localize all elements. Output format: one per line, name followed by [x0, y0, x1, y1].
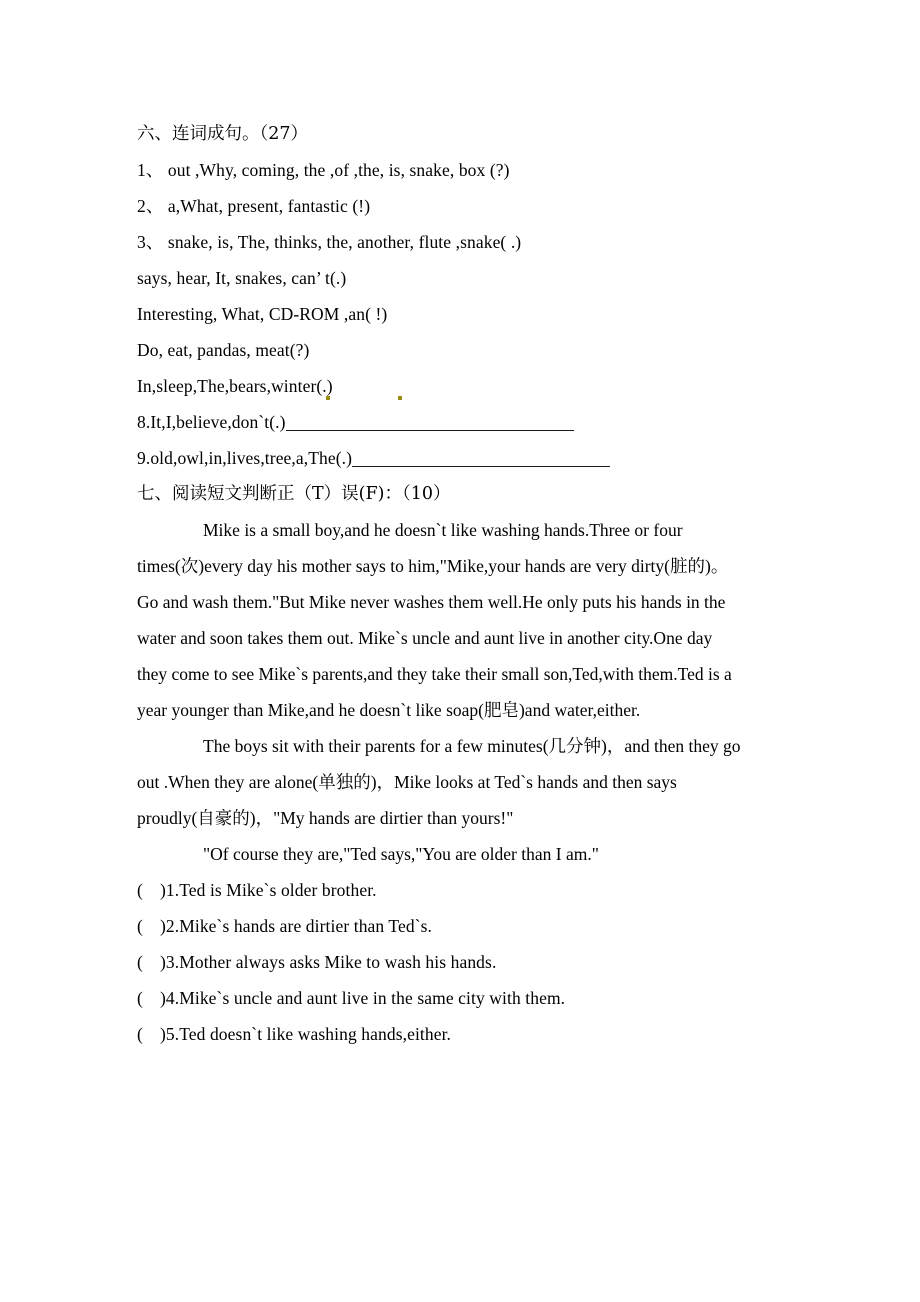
scan-artifact-speck: [326, 396, 330, 400]
scan-artifact-speck: [398, 396, 402, 400]
passage-line-text: water and soon takes them out. Mike`s uncle and aunt live in another city.One day: [137, 628, 713, 648]
passage-line: [137, 836, 797, 872]
answer-blank-8[interactable]: [286, 417, 574, 431]
section-six-item-9-text: 9.old,owl,in,lives,tree,a,The(.): [137, 448, 353, 468]
section-six-item-3: 3、 snake, is, The, thinks, the, another, flute ,snake( .): [137, 232, 522, 252]
true-false-item: [137, 980, 797, 1016]
tf-bracket-close: ): [159, 880, 166, 900]
passage-line-text: year younger than Mike,and he doesn`t like soap(肥皂)and water,either.: [137, 700, 641, 720]
tf-item-text: 1.Ted is Mike`s older brother.: [165, 880, 377, 900]
tf-item-text: 5.Ted doesn`t like washing hands,either.: [165, 1024, 452, 1044]
section-six-item-5: Interesting, What, CD-ROM ,an( !): [137, 304, 388, 324]
true-false-item: [137, 872, 797, 908]
tf-bracket-close: ): [159, 1024, 166, 1044]
passage-line-text: proudly(自豪的)，"My hands are dirtier than yours!": [137, 808, 514, 828]
section-six-item-6: Do, eat, pandas, meat(?): [137, 340, 310, 360]
section-six-item-9: [137, 440, 797, 476]
tf-bracket-close: ): [159, 952, 166, 972]
passage-line-text: times(次)every day his mother says to him,"Mike,your hands are very dirty(脏的)。: [137, 556, 729, 576]
passage-line: [137, 548, 797, 584]
tf-item-text: 4.Mike`s uncle and aunt live in the same city with them.: [165, 988, 566, 1008]
passage-line: [137, 584, 797, 620]
passage-line-text: Mike is a small boy,and he doesn`t like washing hands.Three or four: [203, 520, 683, 540]
tf-bracket-open: (: [137, 988, 143, 1008]
passage-line-text: "Of course they are,"Ted says,"You are older than I am.": [203, 844, 599, 864]
section-six-item-8-text: 8.It,I,believe,don`t(.): [137, 412, 286, 432]
worksheet-content: [137, 116, 797, 1052]
section-six-item-4: says, hear, It, snakes, can’ t(.): [137, 268, 347, 288]
true-false-item: [137, 1016, 797, 1052]
section-six-item-2: 2、 a,What, present, fantastic (!): [137, 196, 371, 216]
tf-bracket-open: (: [137, 880, 143, 900]
passage-line: [137, 800, 797, 836]
passage-line-text: they come to see Mike`s parents,and they take their small son,Ted,with them.Ted is a: [137, 664, 732, 684]
tf-bracket-close: ): [159, 916, 166, 936]
passage-line: [137, 764, 797, 800]
true-false-item: [137, 944, 797, 980]
answer-blank-9[interactable]: [352, 453, 610, 467]
tf-item-text: 3.Mother always asks Mike to wash his hands.: [165, 952, 497, 972]
section-six-item-8-blank-wrap: [286, 404, 574, 440]
passage-line: [137, 692, 797, 728]
reading-passage: [137, 512, 797, 872]
passage-line-text: out .When they are alone(单独的)，Mike looks at Ted`s hands and then says: [137, 772, 677, 792]
tf-item-text: 2.Mike`s hands are dirtier than Ted`s.: [165, 916, 433, 936]
tf-bracket-open: (: [137, 952, 143, 972]
passage-line: [137, 656, 797, 692]
passage-line: [137, 728, 797, 764]
section-seven-heading: 七、阅读短文判断正（T）误(F)：（10）: [137, 484, 451, 504]
tf-bracket-open: (: [137, 916, 143, 936]
passage-line-text: Go and wash them."But Mike never washes them well.He only puts his hands in the: [137, 592, 726, 612]
section-six-item-8: [137, 404, 797, 440]
section-six-item-1: 1、 out ,Why, coming, the ,of ,the, is, snake, box (?): [137, 160, 510, 180]
passage-line: [137, 620, 797, 656]
section-six-item-7: In,sleep,The,bears,winter(.): [137, 376, 333, 396]
tf-bracket-close: ): [159, 988, 166, 1008]
true-false-item: [137, 908, 797, 944]
passage-line-text: The boys sit with their parents for a few minutes(几分钟)，and then they go: [203, 736, 741, 756]
tf-bracket-open: (: [137, 1024, 143, 1044]
passage-line: [137, 512, 797, 548]
section-six-heading: 六、连词成句。（27）: [137, 124, 309, 144]
